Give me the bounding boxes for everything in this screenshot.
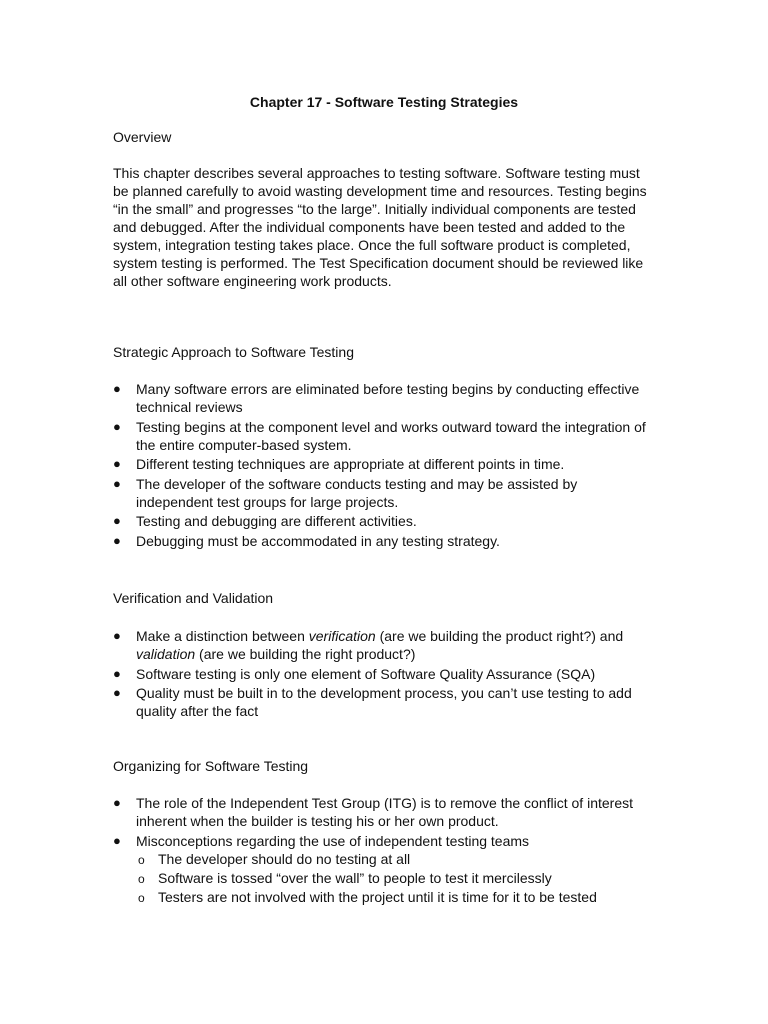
list-item: ● Make a distinction between verification (are we building the product right?) and validation (are we building the right product?) xyxy=(113,628,624,662)
sub-list-item: o Software is tossed “over the wall” to people to test it mercilessly xyxy=(138,869,552,886)
bullet-icon: ● xyxy=(113,475,121,491)
bullet-icon: ● xyxy=(113,795,121,810)
list-item: ● The role of the Independent Test Group (ITG) is to remove the conflict of interest inherent when the builder is testing his or her own product. xyxy=(113,795,633,829)
bullet-icon: ● xyxy=(113,532,121,548)
circle-bullet-icon: o xyxy=(138,852,145,867)
page-title: Chapter 17 - Software Testing Strategies xyxy=(249,94,519,110)
bullet-icon: ● xyxy=(113,628,121,643)
organizing-list xyxy=(113,794,653,907)
list-item: ● Many software errors are eliminated before testing begins by conducting effective technical reviews xyxy=(113,381,640,415)
circle-bullet-icon: o xyxy=(138,890,145,905)
sub-list-item: o The developer should do no testing at all xyxy=(138,850,411,867)
list-item: ● The developer of the software conducts testing and may be assisted by independent test groups for large projects. xyxy=(113,475,578,510)
bullet-icon: ● xyxy=(113,685,121,700)
bullet-icon: ● xyxy=(113,665,121,681)
organizing-heading: Organizing for Software Testing xyxy=(113,758,309,774)
sub-list-item: o Testers are not involved with the project until it is time for it to be tested xyxy=(138,888,597,905)
strategic-heading: Strategic Approach to Software Testing xyxy=(113,344,354,360)
bullet-icon: ● xyxy=(113,513,121,528)
vv-list xyxy=(113,627,653,722)
strategic-list xyxy=(113,380,653,551)
list-item: ● Different testing techniques are appropriate at different points in time. xyxy=(113,456,565,472)
misconceptions-sublist xyxy=(136,850,653,906)
overview-heading: Overview xyxy=(113,129,172,145)
list-item: ● Misconceptions regarding the use of independent testing teams o The developer should do no testing at all o Software is tossed “over the wall” to people to test it mercilessly o Testers are not involved with the project until it is time for it to be tested xyxy=(113,832,653,906)
list-item: ● Testing begins at the component level and works outward toward the integration of the entire computer-based system. xyxy=(113,418,646,453)
bullet-icon: ● xyxy=(113,381,121,396)
list-item: ● Testing and debugging are different activities. xyxy=(113,513,417,529)
bullet-icon: ● xyxy=(113,418,121,434)
list-item: ● Debugging must be accommodated in any testing strategy. xyxy=(113,532,500,549)
vv-heading: Verification and Validation xyxy=(113,590,274,606)
bullet-icon: ● xyxy=(113,832,121,848)
list-item: ● Quality must be built in to the development process, you can’t use testing to add quality after the fact xyxy=(113,685,632,719)
list-item: ● Software testing is only one element of Software Quality Assurance (SQA) xyxy=(113,665,596,682)
overview-paragraph: This chapter describes several approaches to testing software. Software testing must be planned carefully to avoid wasting development time and resources. Testing begins “in the small” and progresses “to the large”. Initially individual components are tested and debugged. After the individual components have been tested and added to the system, integration testing takes place. Once the full software product is completed, system testing is performed. The Test Specification document should be reviewed like all other software engineering work products. xyxy=(113,165,647,289)
bullet-icon: ● xyxy=(113,456,121,471)
circle-bullet-icon: o xyxy=(138,871,145,886)
